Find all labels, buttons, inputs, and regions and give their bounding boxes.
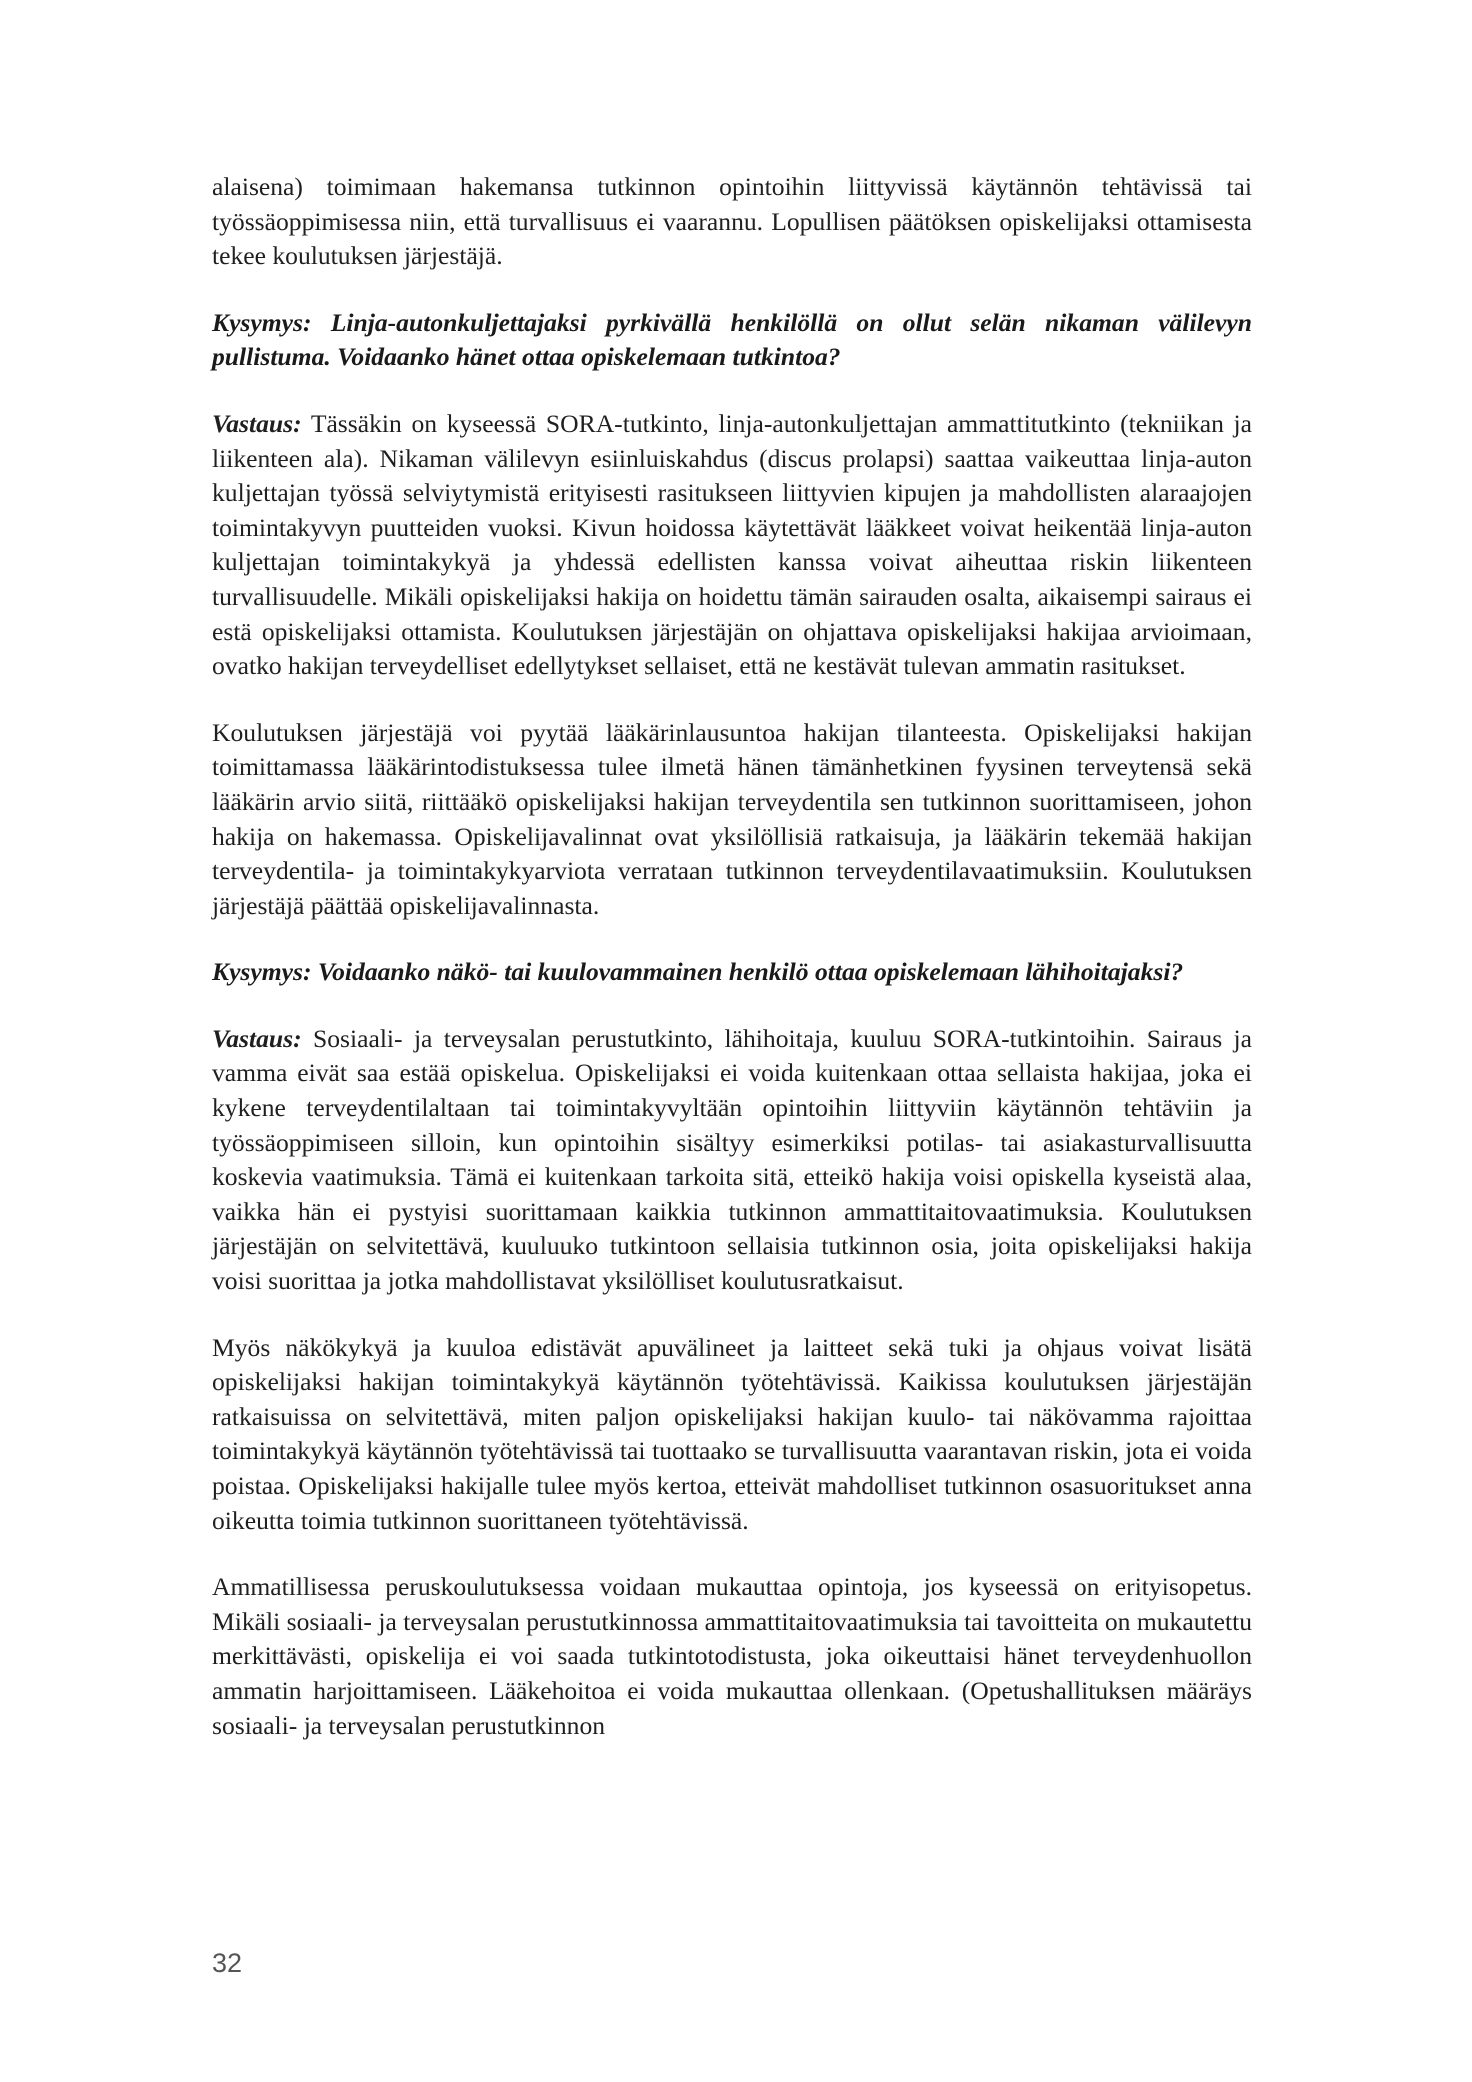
answer-label: Vastaus: <box>212 408 302 438</box>
answer-2 <box>212 1022 1252 1299</box>
question-text: Kysymys: Linja-autonkuljettajaksi pyrkivällä henkilöllä on ollut selän nikaman välilevyn pullistuma. Voidaanko hänet ottaa opiskelemaan tutkintoa? <box>212 307 1252 372</box>
question-1 <box>212 306 1252 375</box>
paragraph-2 <box>212 716 1252 924</box>
paragraph-text: Ammatillisessa peruskoulutuksessa voidaan mukauttaa opintoja, jos kyseessä on erityisopetus. Mikäli sosiaali- ja terveysalan perustutkinnossa ammattitaitovaatimuksia tai tavoitteita on mukautettu merkittävästi, opiskelija ei voi saada tutkintotodistusta, joka oikeuttaisi hänet terveydenhuollon ammatin harjoittamiseen. Lääkehoitoa ei voida mukauttaa ollenkaan. (Opetushallituksen määräys sosiaali- ja terveysalan perustutkinnon <box>212 1572 1252 1740</box>
answer-text: Tässäkin on kyseessä SORA-tutkinto, linja-autonkuljettajan ammattitutkinto (tekniikan ja liikenteen ala). Nikaman välilevyn esiinluiskahdus (discus prolapsi) saattaa vaikeuttaa linja-auton kuljettajan työssä selviytymistä erityisesti rasitukseen liittyvien kipujen ja mahdollisten alaraajojen toimintakyvyn puutteiden vuoksi. Kivun hoidossa käytettävät lääkkeet voivat heikentää linja-auton kuljettajan toimintakykyä ja yhdessä edellisten kanssa voivat aiheuttaa riskin liikenteen turvallisuudelle. Mikäli opiskelijaksi hakija on hoidettu tämän sairauden osalta, aikaisempi sairaus ei estä opiskelijaksi ottamista. Koulutuksen järjestäjän on ohjattava opiskelijaksi hakijaa arvioimaan, ovatko hakijan terveydelliset edellytykset sellaiset, että ne kestävät tulevan ammatin rasitukset. <box>212 408 1252 681</box>
question-text: Kysymys: Voidaanko näkö- tai kuulovammainen henkilö ottaa opiskelemaan lähihoitajaksi? <box>212 957 1184 987</box>
paragraph-text: Myös näkökykyä ja kuuloa edistävät apuvälineet ja laitteet sekä tuki ja ohjaus voivat lisätä opiskelijaksi hakijan toimintakykyä käytännön työtehtävissä. Kaikissa koulutuksen järjestäjän ratkaisuissa on selvitettävä, miten paljon opiskelijaksi hakijan kuulo- tai näkövamma rajoittaa toimintakykyä käytännön työtehtävissä tai tuottaako se turvallisuutta vaarantavan riskin, jota ei voida poistaa. Opiskelijaksi hakijalle tulee myös kertoa, etteivät mahdolliset tutkinnon osasuoritukset anna oikeutta toimia tutkinnon suorittaneen työtehtävissä. <box>212 1332 1252 1535</box>
answer-text: Sosiaali- ja terveysalan perustutkinto, lähihoitaja, kuuluu SORA-tutkintoihin. Sairaus ja vamma eivät saa estää opiskelua. Opiskelijaksi ei voida kuitenkaan ottaa sellaista hakijaa, joka ei kykene terveydentilaltaan tai toimintakyvyltään opintoihin liittyviin käytännön tehtäviin ja työssäoppimiseen silloin, kun opintoihin sisältyy esimerkiksi potilas- tai asiakasturvallisuutta koskevia vaatimuksia. Tämä ei kuitenkaan tarkoita sitä, etteikö hakija voisi opiskella kyseistä alaa, vaikka hän ei pystyisi suorittamaan kaikkia tutkinnon ammattitaitovaatimuksia. Koulutuksen järjestäjän on selvitettävä, kuuluuko tutkintoon sellaisia tutkinnon osia, joita opiskelijaksi hakija voisi suorittaa ja jotka mahdollistavat yksilölliset koulutusratkaisut. <box>212 1023 1252 1296</box>
question-2 <box>212 955 1252 990</box>
text-column <box>212 170 1252 1743</box>
answer-label: Vastaus: <box>212 1023 302 1053</box>
answer-1 <box>212 407 1252 684</box>
paragraph-1 <box>212 170 1252 274</box>
paragraph-text: Koulutuksen järjestäjä voi pyytää lääkärinlausuntoa hakijan tilanteesta. Opiskelijaksi hakijan toimittamassa lääkärintodistuksessa tulee ilmetä hänen tämänhetkinen fyysinen terveytensä sekä lääkärin arvio siitä, riittääkö opiskelijaksi hakijan terveydentila sen tutkinnon suorittamiseen, johon hakija on hakemassa. Opiskelijavalinnat ovat yksilöllisiä ratkaisuja, ja lääkärin tekemää hakijan terveydentila- ja toimintakykyarviota verrataan tutkinnon terveydentilavaatimuksiin. Koulutuksen järjestäjä päättää opiskelijavalinnasta. <box>212 717 1252 920</box>
paragraph-text: alaisena) toimimaan hakemansa tutkinnon opintoihin liittyvissä käytännön tehtävissä tai työssäoppimisessa niin, että turvallisuus ei vaarannu. Lopullisen päätöksen opiskelijaksi ottamisesta tekee koulutuksen järjestäjä. <box>212 172 1252 271</box>
paragraph-4 <box>212 1570 1252 1743</box>
page-number: 32 <box>212 1948 243 1978</box>
paragraph-3 <box>212 1331 1252 1539</box>
